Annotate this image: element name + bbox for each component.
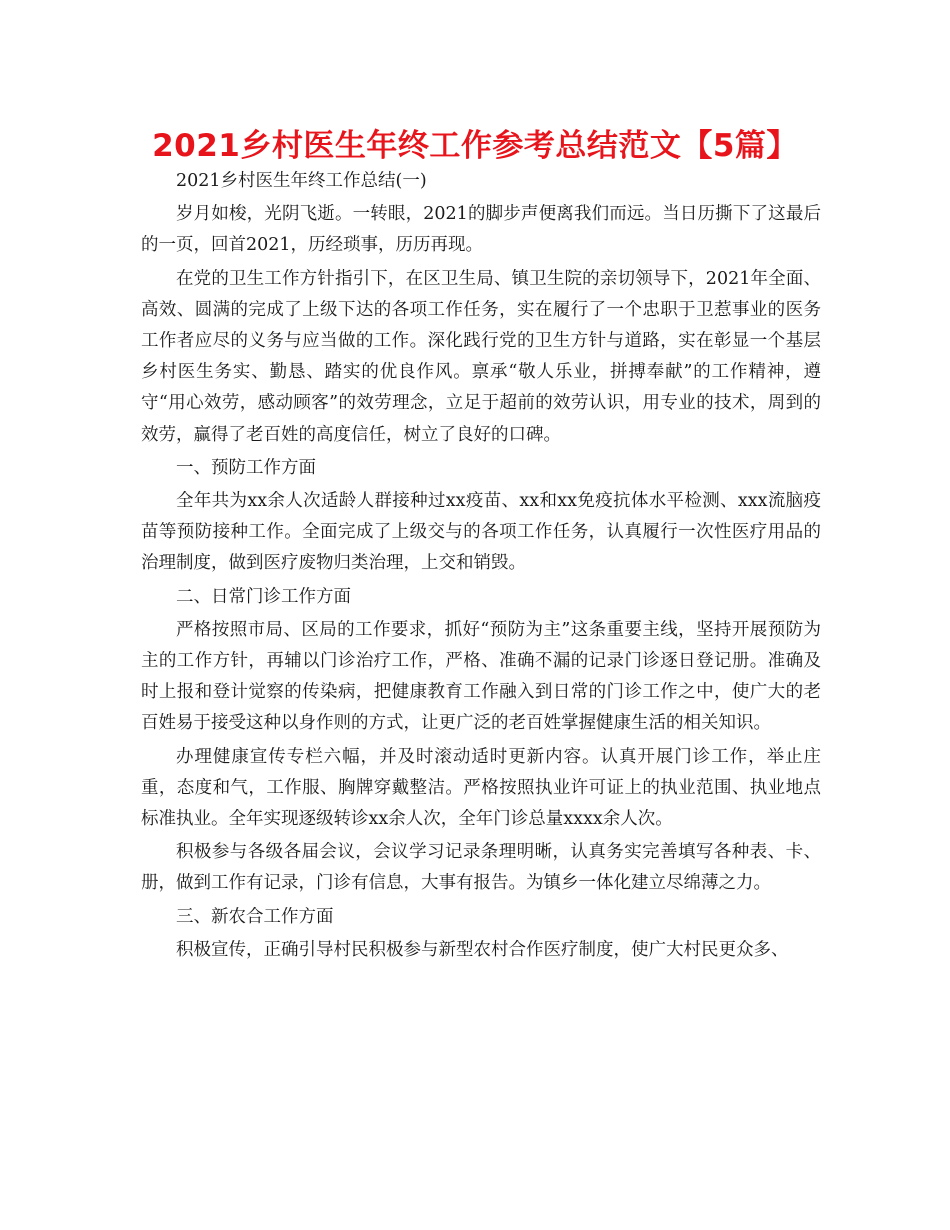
heading-outpatient: 二、日常门诊工作方面: [176, 586, 351, 607]
paragraph-rural-cooperative: 积极宣传，正确引导村民积极参与新型农村合作医疗制度，使广大村民更众多、: [176, 939, 789, 960]
heading-rural-cooperative: 三、新农合工作方面: [176, 906, 334, 927]
document-body: [141, 166, 821, 968]
paragraph-outpatient: 严格按照市局、区局的工作要求，抓好“预防为主”这条重要主线，坚持开展预防为主的工作方针，再辅以门诊治疗工作，严格、准确不漏的记录门诊逐日登记册。准确及时上报和登计觉察的传染病，把健康教育工作融入到日常的门诊工作之中，使广大的老百姓易于接受这种以身作则的方式，让更广泛的老百姓掌握健康生活的相关知识。: [141, 619, 821, 734]
paragraph-meetings: 积极参与各级各届会议，会议学习记录条理明晰，认真务实完善填写各种表、卡、册，做到工作有记录，门诊有信息，大事有报告。为镇乡一体化建立尽绵薄之力。: [141, 842, 821, 894]
heading-prevention: 一、预防工作方面: [176, 457, 316, 478]
paragraph-overview: 在党的卫生工作方针指引下，在区卫生局、镇卫生院的亲切领导下，2021年全面、高效、圆满的完成了上级下达的各项工作任务，实在履行了一个忠职于卫惹事业的医务工作者应尽的义务与应当做的工作。深化践行党的卫生方针与道路，实在彰显一个基层乡村医生务实、勤恳、踏实的优良作风。禀承“敬人乐业，拼搏奉献”的工作精神，遵守“用心效劳，感动顾客”的效劳理念，立足于超前的效劳认识，用专业的技术，周到的效劳，赢得了老百姓的高度信任，树立了良好的口碑。: [141, 268, 821, 445]
document-title: 2021乡村医生年终工作参考总结范文【5篇】: [152, 128, 798, 164]
section-subtitle: 2021乡村医生年终工作总结(一): [176, 171, 427, 191]
paragraph-health-promotion: 办理健康宣传专栏六幅，并及时滚动适时更新内容。认真开展门诊工作，举止庄重，态度和气，工作服、胸牌穿戴整洁。严格按照执业许可证上的执业范围、执业地点标准执业。全年实现逐级转诊xx余人次，全年门诊总量xxxx余人次。: [141, 746, 821, 830]
paragraph-prevention: 全年共为xx余人次适龄人群接种过xx疫苗、xx和xx免疫抗体水平检测、xxx流脑疫苗等预防接种工作。全面完成了上级交与的各项工作任务，认真履行一次性医疗用品的治理制度，做到医疗废物归类治理，上交和销毁。: [141, 491, 821, 574]
paragraph-intro: 岁月如梭，光阴飞逝。一转眼，2021的脚步声便离我们而远。当日历撕下了这最后的一页，回首2021，历经琐事，历历再现。: [141, 204, 821, 256]
